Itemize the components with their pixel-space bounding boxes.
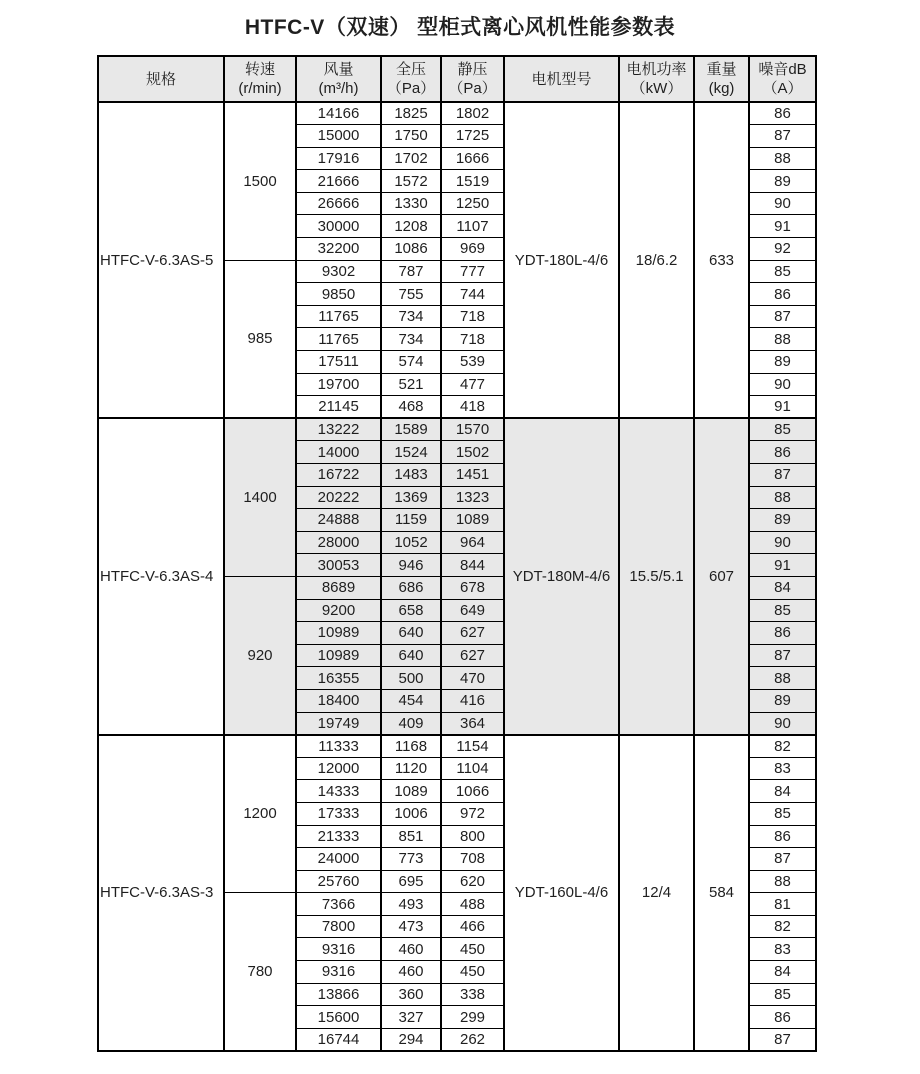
noise-cell: 85 [749, 983, 816, 1006]
static-pressure-cell: 299 [441, 1006, 504, 1029]
table-row [98, 102, 816, 125]
motor-power-cell: 18/6.2 [619, 102, 694, 418]
page-title: HTFC-V（双速） 型柜式离心风机性能参数表 [244, 16, 676, 39]
total-pressure-cell: 1702 [381, 147, 441, 170]
static-pressure-cell: 1089 [441, 509, 504, 532]
airflow-cell: 15000 [296, 125, 381, 148]
total-pressure-cell: 473 [381, 915, 441, 938]
airflow-cell: 16355 [296, 667, 381, 690]
static-pressure-cell: 539 [441, 351, 504, 374]
noise-cell: 86 [749, 441, 816, 464]
noise-cell: 85 [749, 418, 816, 441]
header-weight: 重量 (kg) [694, 56, 749, 102]
static-pressure-cell: 678 [441, 576, 504, 599]
static-pressure-cell: 450 [441, 938, 504, 961]
noise-cell: 88 [749, 486, 816, 509]
static-pressure-cell: 1154 [441, 735, 504, 758]
total-pressure-cell: 454 [381, 689, 441, 712]
static-pressure-cell: 969 [441, 238, 504, 261]
noise-cell: 91 [749, 215, 816, 238]
static-pressure-cell: 466 [441, 915, 504, 938]
total-pressure-cell: 640 [381, 644, 441, 667]
noise-cell: 86 [749, 1006, 816, 1029]
noise-cell: 89 [749, 170, 816, 193]
total-pressure-cell: 468 [381, 396, 441, 419]
noise-cell: 90 [749, 531, 816, 554]
noise-cell: 81 [749, 893, 816, 916]
total-pressure-cell: 1750 [381, 125, 441, 148]
noise-cell: 88 [749, 147, 816, 170]
noise-cell: 82 [749, 735, 816, 758]
static-pressure-cell: 1570 [441, 418, 504, 441]
motor-power-cell: 15.5/5.1 [619, 418, 694, 734]
airflow-cell: 19749 [296, 712, 381, 735]
motor-model-cell: YDT-180L-4/6 [504, 102, 619, 418]
total-pressure-cell: 1483 [381, 464, 441, 487]
airflow-cell: 21145 [296, 396, 381, 419]
static-pressure-cell: 718 [441, 305, 504, 328]
static-pressure-cell: 418 [441, 396, 504, 419]
header-airflow: 风量 (m³/h) [296, 56, 381, 102]
table-header-row [98, 56, 816, 102]
total-pressure-cell: 658 [381, 599, 441, 622]
weight-cell: 584 [694, 735, 749, 1051]
noise-cell: 86 [749, 102, 816, 125]
static-pressure-cell: 800 [441, 825, 504, 848]
static-pressure-cell: 744 [441, 283, 504, 306]
airflow-cell: 13866 [296, 983, 381, 1006]
airflow-cell: 11333 [296, 735, 381, 758]
header-static-pressure: 静压 （Pa） [441, 56, 504, 102]
noise-cell: 91 [749, 554, 816, 577]
total-pressure-cell: 787 [381, 260, 441, 283]
spec-cell: HTFC-V-6.3AS-3 [98, 735, 224, 1051]
airflow-cell: 11765 [296, 328, 381, 351]
total-pressure-cell: 1589 [381, 418, 441, 441]
noise-cell: 88 [749, 667, 816, 690]
airflow-cell: 16722 [296, 464, 381, 487]
noise-cell: 82 [749, 915, 816, 938]
total-pressure-cell: 294 [381, 1028, 441, 1051]
airflow-cell: 10989 [296, 622, 381, 645]
total-pressure-cell: 1006 [381, 802, 441, 825]
airflow-cell: 24000 [296, 848, 381, 871]
static-pressure-cell: 620 [441, 870, 504, 893]
noise-cell: 85 [749, 260, 816, 283]
total-pressure-cell: 695 [381, 870, 441, 893]
noise-cell: 87 [749, 848, 816, 871]
airflow-cell: 18400 [296, 689, 381, 712]
total-pressure-cell: 460 [381, 961, 441, 984]
motor-power-cell: 12/4 [619, 735, 694, 1051]
speed-cell: 1400 [224, 418, 296, 576]
airflow-cell: 32200 [296, 238, 381, 261]
static-pressure-cell: 1502 [441, 441, 504, 464]
total-pressure-cell: 493 [381, 893, 441, 916]
noise-cell: 89 [749, 689, 816, 712]
total-pressure-cell: 360 [381, 983, 441, 1006]
total-pressure-cell: 734 [381, 328, 441, 351]
noise-cell: 87 [749, 464, 816, 487]
airflow-cell: 24888 [296, 509, 381, 532]
airflow-cell: 21666 [296, 170, 381, 193]
noise-cell: 84 [749, 780, 816, 803]
header-motor-model: 电机型号 [504, 56, 619, 102]
noise-cell: 86 [749, 825, 816, 848]
total-pressure-cell: 1159 [381, 509, 441, 532]
airflow-cell: 9302 [296, 260, 381, 283]
total-pressure-cell: 521 [381, 373, 441, 396]
noise-cell: 90 [749, 192, 816, 215]
static-pressure-cell: 1666 [441, 147, 504, 170]
static-pressure-cell: 964 [441, 531, 504, 554]
total-pressure-cell: 851 [381, 825, 441, 848]
static-pressure-cell: 1802 [441, 102, 504, 125]
airflow-cell: 8689 [296, 576, 381, 599]
header-spec: 规格 [98, 56, 224, 102]
noise-cell: 85 [749, 599, 816, 622]
static-pressure-cell: 972 [441, 802, 504, 825]
static-pressure-cell: 338 [441, 983, 504, 1006]
static-pressure-cell: 627 [441, 622, 504, 645]
airflow-cell: 14000 [296, 441, 381, 464]
airflow-cell: 19700 [296, 373, 381, 396]
static-pressure-cell: 1104 [441, 757, 504, 780]
total-pressure-cell: 686 [381, 576, 441, 599]
airflow-cell: 7800 [296, 915, 381, 938]
static-pressure-cell: 416 [441, 689, 504, 712]
static-pressure-cell: 1519 [441, 170, 504, 193]
airflow-cell: 30053 [296, 554, 381, 577]
total-pressure-cell: 1089 [381, 780, 441, 803]
total-pressure-cell: 1572 [381, 170, 441, 193]
total-pressure-cell: 1052 [381, 531, 441, 554]
noise-cell: 84 [749, 961, 816, 984]
total-pressure-cell: 1120 [381, 757, 441, 780]
total-pressure-cell: 409 [381, 712, 441, 735]
airflow-cell: 10989 [296, 644, 381, 667]
noise-cell: 88 [749, 870, 816, 893]
motor-model-cell: YDT-160L-4/6 [504, 735, 619, 1051]
airflow-cell: 7366 [296, 893, 381, 916]
total-pressure-cell: 500 [381, 667, 441, 690]
static-pressure-cell: 777 [441, 260, 504, 283]
noise-cell: 86 [749, 283, 816, 306]
header-speed: 转速 (r/min) [224, 56, 296, 102]
speed-cell: 920 [224, 576, 296, 734]
static-pressure-cell: 1451 [441, 464, 504, 487]
total-pressure-cell: 734 [381, 305, 441, 328]
static-pressure-cell: 470 [441, 667, 504, 690]
static-pressure-cell: 1725 [441, 125, 504, 148]
airflow-cell: 25760 [296, 870, 381, 893]
airflow-cell: 17511 [296, 351, 381, 374]
static-pressure-cell: 627 [441, 644, 504, 667]
static-pressure-cell: 488 [441, 893, 504, 916]
noise-cell: 90 [749, 712, 816, 735]
total-pressure-cell: 1330 [381, 192, 441, 215]
total-pressure-cell: 1524 [381, 441, 441, 464]
airflow-cell: 13222 [296, 418, 381, 441]
airflow-cell: 11765 [296, 305, 381, 328]
speed-cell: 780 [224, 893, 296, 1051]
airflow-cell: 15600 [296, 1006, 381, 1029]
airflow-cell: 28000 [296, 531, 381, 554]
total-pressure-cell: 460 [381, 938, 441, 961]
noise-cell: 87 [749, 1028, 816, 1051]
table-row [98, 418, 816, 441]
airflow-cell: 9316 [296, 961, 381, 984]
airflow-cell: 9200 [296, 599, 381, 622]
noise-cell: 89 [749, 351, 816, 374]
noise-cell: 88 [749, 328, 816, 351]
noise-cell: 89 [749, 509, 816, 532]
noise-cell: 91 [749, 396, 816, 419]
total-pressure-cell: 1086 [381, 238, 441, 261]
airflow-cell: 30000 [296, 215, 381, 238]
total-pressure-cell: 1168 [381, 735, 441, 758]
noise-cell: 87 [749, 305, 816, 328]
static-pressure-cell: 364 [441, 712, 504, 735]
total-pressure-cell: 640 [381, 622, 441, 645]
total-pressure-cell: 574 [381, 351, 441, 374]
noise-cell: 85 [749, 802, 816, 825]
static-pressure-cell: 477 [441, 373, 504, 396]
motor-model-cell: YDT-180M-4/6 [504, 418, 619, 734]
static-pressure-cell: 262 [441, 1028, 504, 1051]
header-total-pressure: 全压 （Pa） [381, 56, 441, 102]
airflow-cell: 16744 [296, 1028, 381, 1051]
static-pressure-cell: 1107 [441, 215, 504, 238]
spec-cell: HTFC-V-6.3AS-4 [98, 418, 224, 734]
airflow-cell: 17916 [296, 147, 381, 170]
airflow-cell: 14333 [296, 780, 381, 803]
static-pressure-cell: 844 [441, 554, 504, 577]
fan-params-table [97, 55, 817, 1052]
noise-cell: 87 [749, 644, 816, 667]
airflow-cell: 21333 [296, 825, 381, 848]
static-pressure-cell: 718 [441, 328, 504, 351]
total-pressure-cell: 327 [381, 1006, 441, 1029]
airflow-cell: 9316 [296, 938, 381, 961]
spec-cell: HTFC-V-6.3AS-5 [98, 102, 224, 418]
total-pressure-cell: 1369 [381, 486, 441, 509]
noise-cell: 87 [749, 125, 816, 148]
airflow-cell: 12000 [296, 757, 381, 780]
noise-cell: 86 [749, 622, 816, 645]
header-motor-power: 电机功率 （kW） [619, 56, 694, 102]
speed-cell: 985 [224, 260, 296, 418]
weight-cell: 607 [694, 418, 749, 734]
total-pressure-cell: 1825 [381, 102, 441, 125]
airflow-cell: 26666 [296, 192, 381, 215]
noise-cell: 90 [749, 373, 816, 396]
total-pressure-cell: 946 [381, 554, 441, 577]
header-noise: 噪音dB （A） [749, 56, 816, 102]
airflow-cell: 9850 [296, 283, 381, 306]
total-pressure-cell: 755 [381, 283, 441, 306]
static-pressure-cell: 1250 [441, 192, 504, 215]
speed-cell: 1500 [224, 102, 296, 260]
weight-cell: 633 [694, 102, 749, 418]
static-pressure-cell: 708 [441, 848, 504, 871]
static-pressure-cell: 450 [441, 961, 504, 984]
noise-cell: 84 [749, 576, 816, 599]
noise-cell: 83 [749, 938, 816, 961]
speed-cell: 1200 [224, 735, 296, 893]
table-row [98, 735, 816, 758]
total-pressure-cell: 773 [381, 848, 441, 871]
airflow-cell: 14166 [296, 102, 381, 125]
static-pressure-cell: 649 [441, 599, 504, 622]
noise-cell: 83 [749, 757, 816, 780]
noise-cell: 92 [749, 238, 816, 261]
static-pressure-cell: 1066 [441, 780, 504, 803]
table-body [98, 102, 816, 1051]
total-pressure-cell: 1208 [381, 215, 441, 238]
static-pressure-cell: 1323 [441, 486, 504, 509]
airflow-cell: 20222 [296, 486, 381, 509]
airflow-cell: 17333 [296, 802, 381, 825]
